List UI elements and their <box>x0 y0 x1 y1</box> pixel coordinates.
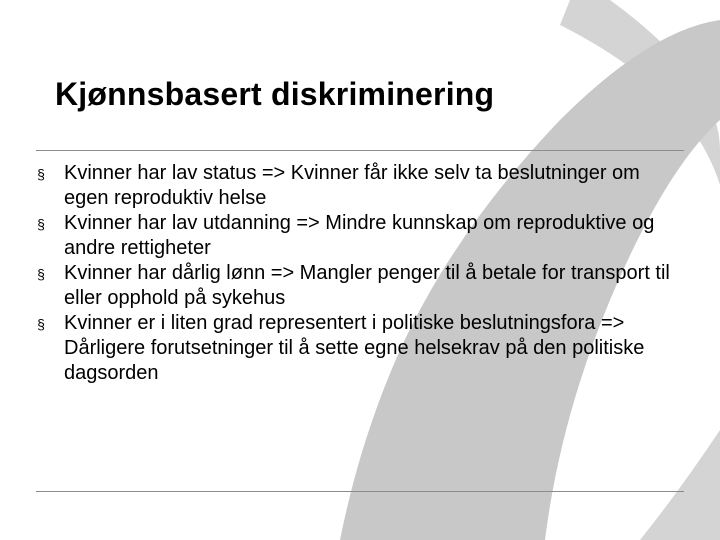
bullet-item <box>36 211 686 261</box>
title-divider-line <box>36 150 684 151</box>
bullet-list <box>36 161 686 386</box>
bullet-item <box>36 161 686 211</box>
bullet-square-icon: § <box>37 166 45 182</box>
swoosh-lower-curl <box>640 430 720 540</box>
bullet-item <box>36 311 686 386</box>
bullet-square-icon: § <box>37 216 45 232</box>
bullet-text: Kvinner er i liten grad representert i politiske beslutningsfora => Dårligere forutsetninger til å sette egne helsekrav på den politiske dagsorden <box>64 312 645 384</box>
slide-title: Kjønnsbasert diskriminering <box>55 76 495 112</box>
bullet-square-icon: § <box>37 266 45 282</box>
bullet-text: Kvinner har dårlig lønn => Mangler penger til å betale for transport til eller opphold på sykehus <box>64 262 670 309</box>
bullet-item <box>36 261 686 311</box>
footer-divider-line <box>36 491 684 492</box>
bullet-square-icon: § <box>37 316 45 332</box>
bullet-text: Kvinner har lav utdanning => Mindre kunnskap om reproduktive og andre rettigheter <box>64 212 655 259</box>
bullet-text: Kvinner har lav status => Kvinner får ikke selv ta beslutninger om egen reproduktiv helse <box>64 162 640 209</box>
